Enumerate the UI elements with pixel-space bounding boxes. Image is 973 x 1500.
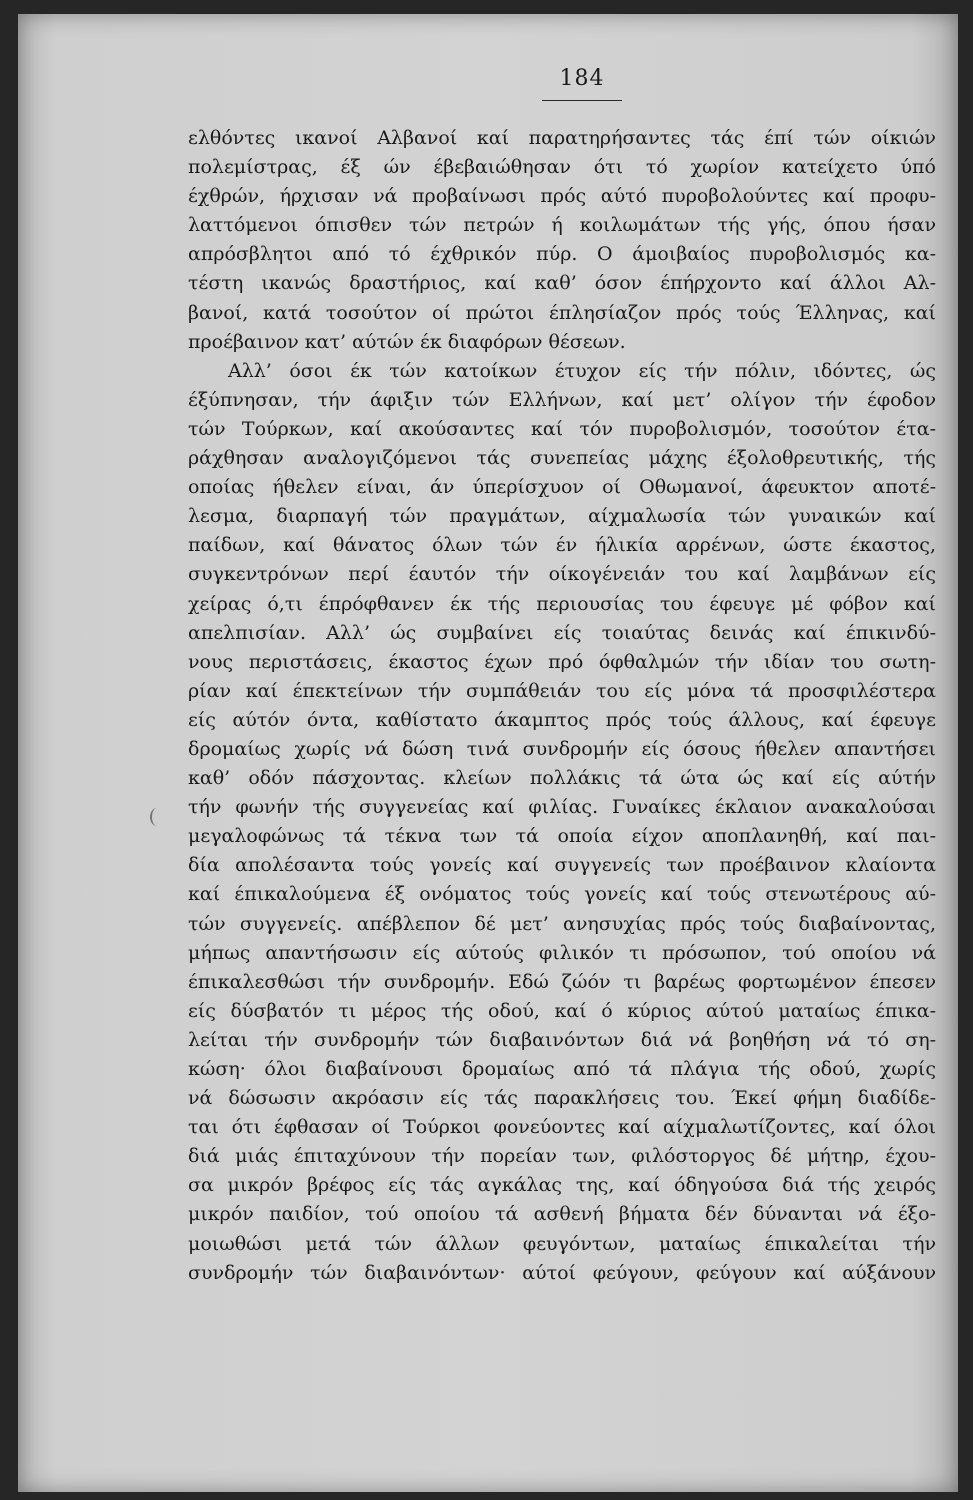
text-line: έπικαλεσθώσι τήν συνδρομήν. Εδώ ζώόν τι βαρέως φορτωμένον έπεσεν xyxy=(188,970,936,993)
text-line: νά δώσωσιν ακρόασιν είς τάς παρακλήσεις του. Έκεί φήμη διαδίδε- xyxy=(188,1087,936,1110)
text-line: τών συγγενείς. απέβλεπον δέ μετ’ ανησυχίας πρός τούς διαβαίνοντας, xyxy=(188,912,936,935)
text-line: τέστη ικανώς δραστήριος, καί καθ’ όσον έπήρχοντο καί άλλοι Αλ- xyxy=(188,272,936,295)
text-line: διά μιάς έπιταχύνουν τήν πορείαν των, φιλόστοργος δέ μήτηρ, έχου- xyxy=(188,1145,936,1168)
text-line: μήπως απαντήσωσιν είς αύτούς φιλικόν τι πρόσωπον, τού οποίου νά xyxy=(188,941,936,964)
text-line: τήν φωνήν τής συγγενείας καί φιλίας. Γυναίκες έκλαιον ανακαλούσαι xyxy=(188,796,936,819)
text-line: λαττόμενοι όπισθεν τών πετρών ή κοιλωμάτων τής γής, όπου ήσαν xyxy=(188,214,936,237)
text-line: δρομαίως χωρίς νά δώση τινά συνδρομήν είς όσους ήθελεν απαντήσει xyxy=(188,737,936,760)
text-line: παίδων, καί θάνατος όλων τών έν ήλικία αρρένων, ώστε έκαστος, xyxy=(188,534,936,557)
page-number-rule xyxy=(542,100,622,101)
text-line: σα μικρόν βρέφος είς τάς αγκάλας της, καί όδηγούσα διά τής χειρός xyxy=(188,1174,936,1197)
text-line: λεσμα, διαρπαγή τών πραγμάτων, αίχμαλωσία τών γυναικών καί xyxy=(188,505,936,528)
text-line: προέβαινον κατ’ αύτών έκ διαφόρων θέσεων. xyxy=(188,330,626,353)
text-line: τών Τούρκων, καί ακούσαντες καί τόν πυροβολισμόν, τοσούτον έτα- xyxy=(188,417,936,440)
page-number: 184 xyxy=(559,66,605,91)
text-line: έχθρών, ήρχισαν νά προβαίνωσι πρός αύτό πυροβολούντες καί προφυ- xyxy=(188,185,936,208)
text-line: έξύπνησαν, τήν άφιξιν τών Ελλήνων, καί μετ’ ολίγον τήν έφοδον xyxy=(188,388,936,411)
text-line: οποίας ήθελεν είναι, άν ύπερίσχυον οί Οθωμανοί, άφευκτον αποτέ- xyxy=(188,476,936,499)
text-line: κώση· όλοι διαβαίνουσι δρομαίως από τά πλάγια τής οδού, χωρίς xyxy=(188,1058,936,1080)
text-line: καί έπικαλούμενα έξ ονόματος τούς γονείς καί τούς στενωτέρους αύ- xyxy=(188,883,936,906)
text-line: χείρας ό,τι έπρόφθανεν έκ τής περιουσίας του έφευγε μέ φόβον καί xyxy=(188,592,936,615)
text-line: Αλλ’ όσοι έκ τών κατοίκων έτυχον είς τήν πόλιν, ιδόντες, ώς xyxy=(228,359,936,382)
text-line: ρίαν καί έπεκτείνων τήν συμπάθειάν του είς μόνα τά προσφιλέστερα xyxy=(188,679,936,702)
margin-pencil-mark xyxy=(150,808,164,826)
body-text xyxy=(188,124,936,1288)
text-line: μικρόν παιδίον, τού οποίου τά ασθενή βήματα δέν δύνανται νά έξο- xyxy=(188,1203,936,1226)
text-line: δία απολέσαντα τούς γονείς καί συγγενείς των προέβαινον κλαίοντα xyxy=(188,854,936,877)
text-line: είς αύτόν όντα, καθίστατο άκαμπτος πρός τούς άλλους, καί έφευγε xyxy=(188,708,936,731)
text-line: ράχθησαν αναλογιζόμενοι τάς συνεπείας μάχης έξολοθρευτικής, τής xyxy=(188,447,936,470)
text-line: λείται τήν συνδρομήν τών διαβαινόντων διά νά βοηθήση νά τό ση- xyxy=(188,1028,936,1051)
text-line: νους περιστάσεις, έκαστος έχων πρό όφθαλμών τήν ιδίαν του σωτη- xyxy=(188,650,936,673)
text-line: είς δύσβατόν τι μέρος τής οδού, καί ό κύριος αύτού ματαίως έπικα- xyxy=(188,999,936,1022)
text-line: απρόσβλητοι από τό έχθρικόν πύρ. Ο άμοιβαίος πυροβολισμός κα- xyxy=(188,243,936,266)
text-line: συγκεντρόνων περί έαυτόν τήν οίκογένειάν του καί λαμβάνων είς xyxy=(188,563,936,586)
text-line: πολεμίστρας, έξ ών έβεβαιώθησαν ότι τό χωρίον κατείχετο ύπό xyxy=(188,156,936,179)
text-line: βανοί, κατά τοσούτον οί πρώτοι έπλησίαζον πρός τούς Έλληνας, καί xyxy=(188,301,936,324)
text-line: ται ότι έφθασαν οί Τούρκοι φονεύοντες καί αίχμαλωτίζοντες, καί όλοι xyxy=(188,1116,936,1139)
text-line: μοιωθώσι μετά τών άλλων φευγόντων, ματαίως έπικαλείται τήν xyxy=(188,1232,936,1255)
text-line: καθ’ οδόν πάσχοντας. κλείων πολλάκις τά ώτα ώς καί είς αύτήν xyxy=(188,767,936,790)
text-line: απελπισίαν. Αλλ’ ώς συμβαίνει είς τοιαύτας δεινάς καί έπικινδύ- xyxy=(188,621,936,644)
text-line: συνδρομήν τών διαβαινόντων· αύτοί φεύγουν, φεύγουν καί αύξάνουν xyxy=(188,1261,936,1284)
text-line: μεγαλοφώνως τά τέκνα των τά οποία είχον αποπλανηθή, καί παι- xyxy=(188,825,936,848)
text-line: ελθόντες ικανοί Αλβανοί καί παρατηρήσαντες τάς έπί τών οίκιών xyxy=(188,127,936,149)
